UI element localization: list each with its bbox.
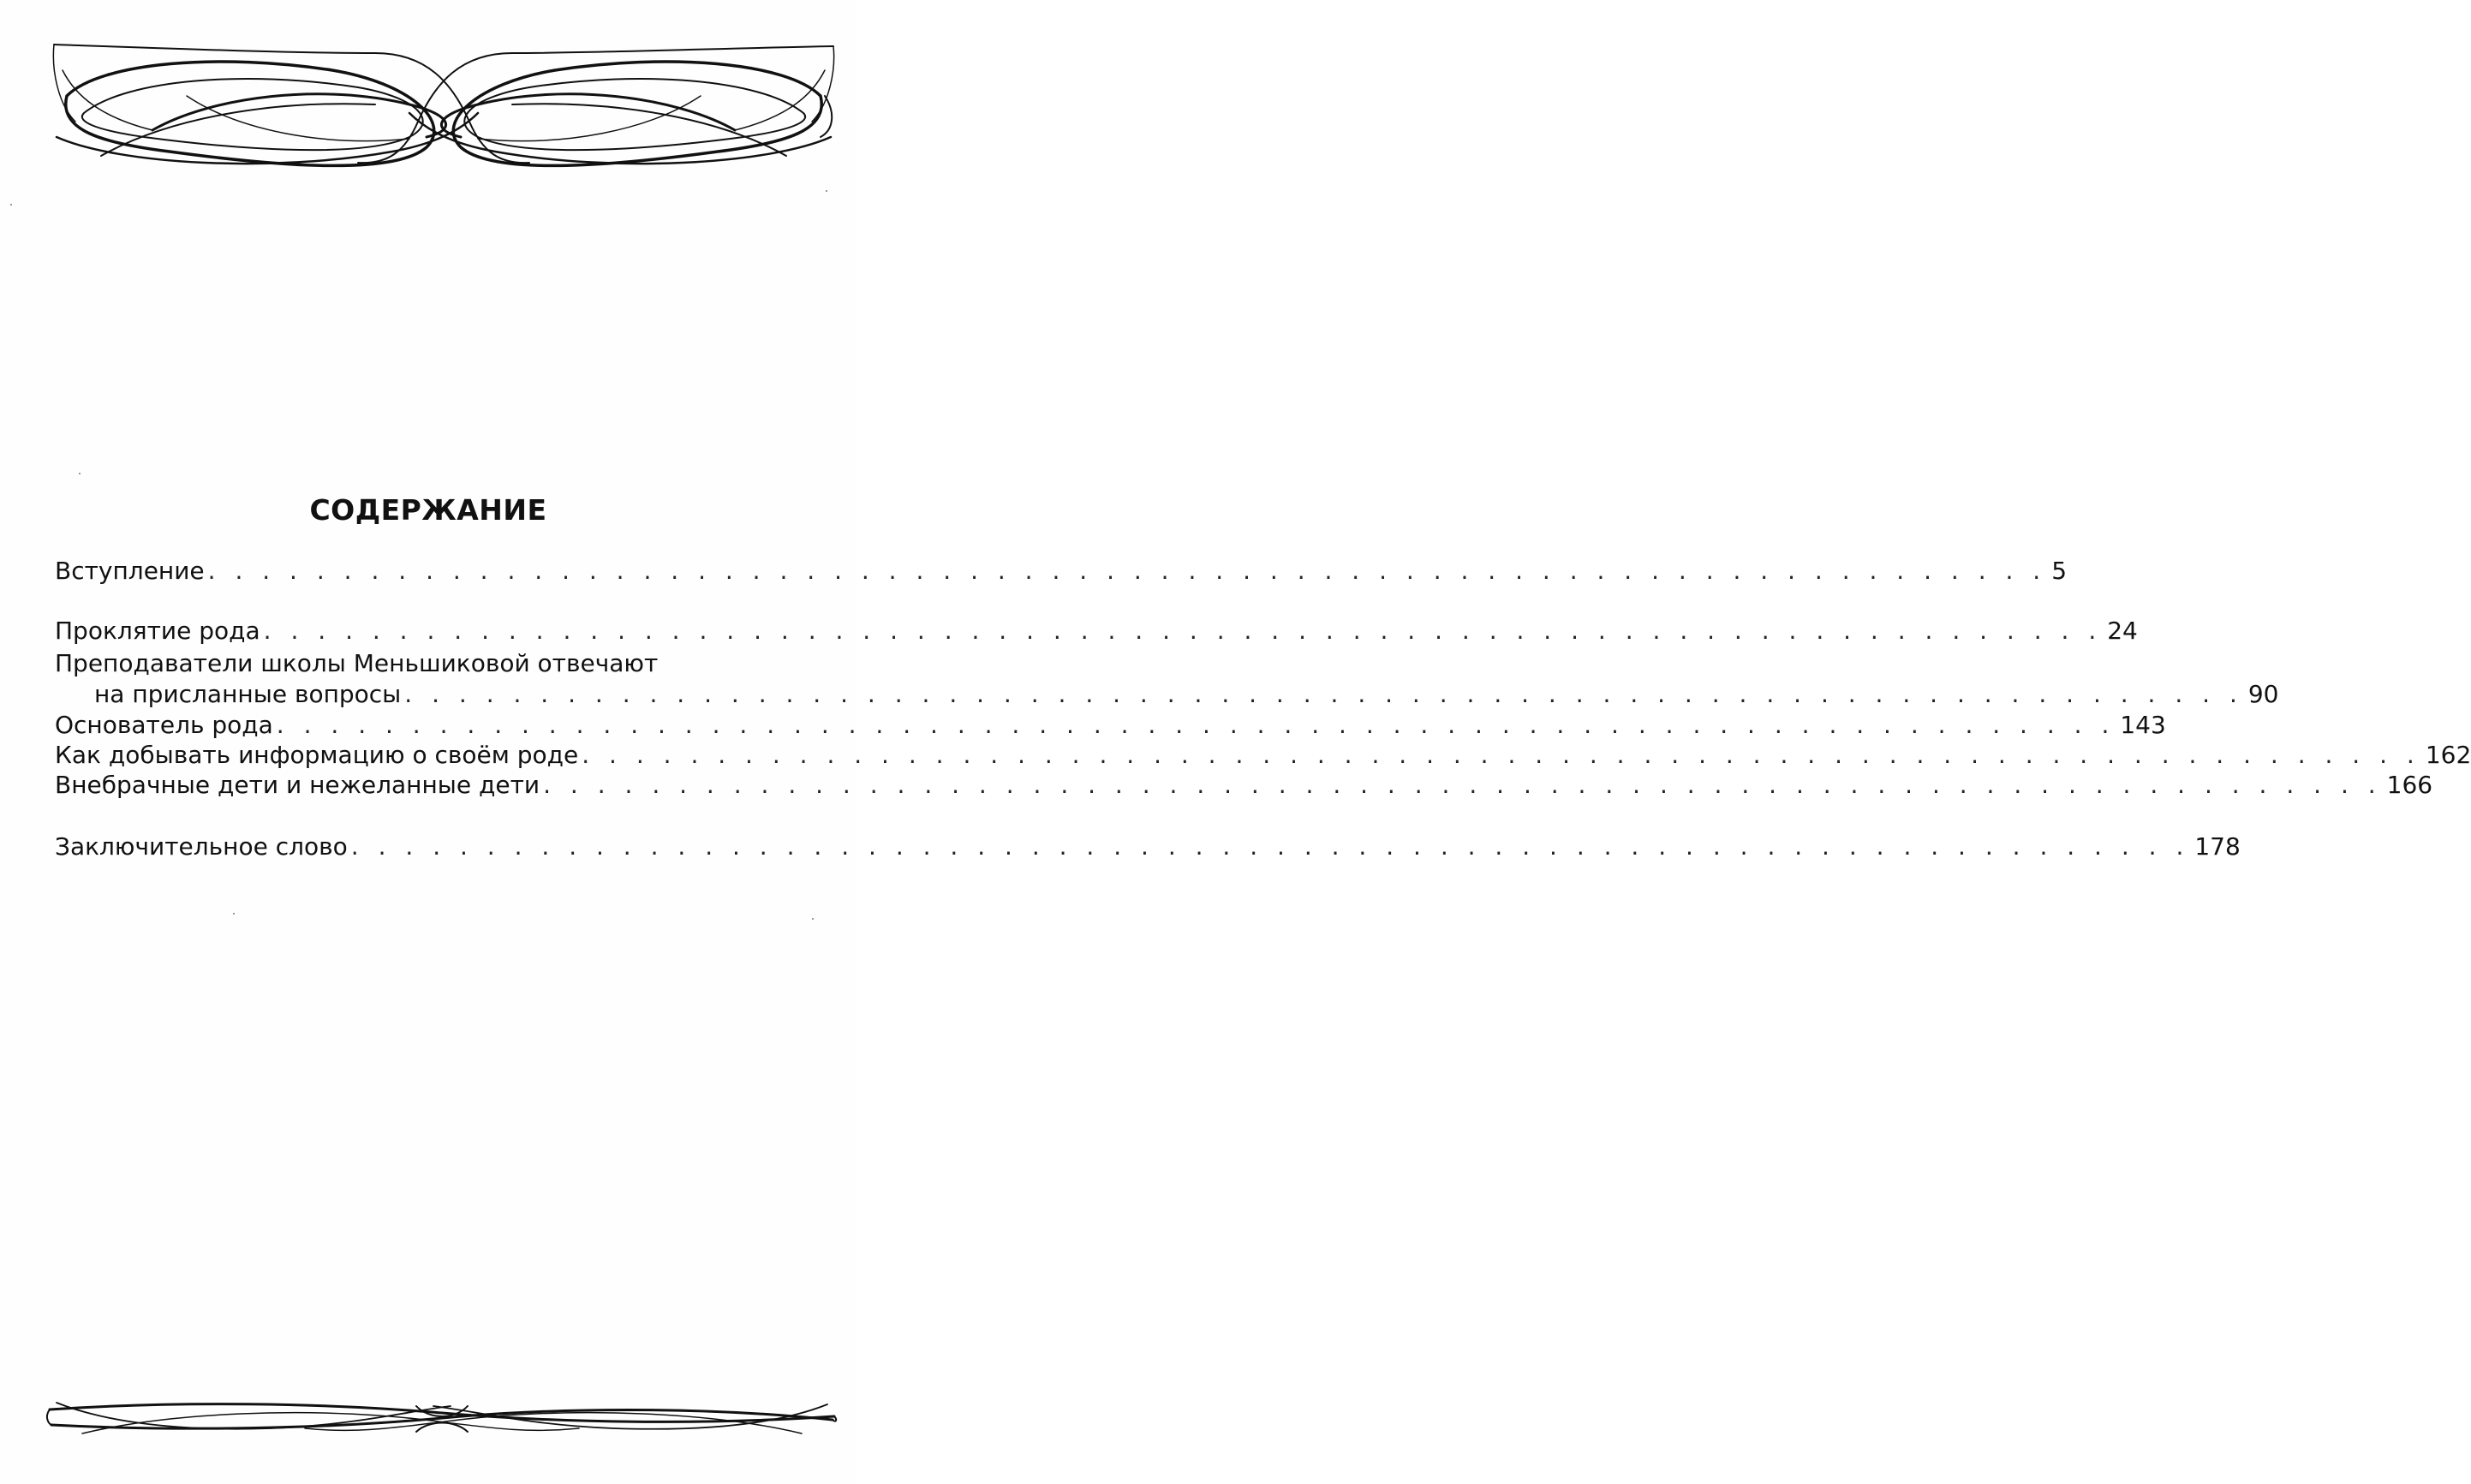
dot-leader: . . . . . . . . . . . . . . . . . . . . . . . . . . . . . . . . . . . . . . . . . . . . . . . . . . . . . . . . . . . . . . . . . . . . xyxy=(404,680,2243,708)
toc-entry-title-continuation: на присланные вопросы xyxy=(94,680,402,708)
toc-entry-title: Как добывать информацию о своём роде xyxy=(55,741,579,769)
toc-entry-title: Заключительное слово xyxy=(55,832,348,861)
bottom-flourish-ornament xyxy=(48,1394,836,1445)
scan-speck xyxy=(233,913,235,915)
dot-leader: . . . . . . . . . . . . . . . . . . . . . . . . . . . . . . . . . . . . . . . . . . . . . . . . . . . . . . . . . . . . . . . . . . . . xyxy=(582,741,2420,769)
toc-entry-page: 5 xyxy=(2051,557,2068,585)
toc-entry-page: 24 xyxy=(2107,617,2138,645)
toc-entry xyxy=(55,617,2138,646)
toc-entry-title: Внебрачные дети и нежеланные дети xyxy=(55,771,540,799)
toc-entry-page: 90 xyxy=(2247,680,2279,708)
toc-entry-title: Вступление xyxy=(55,557,205,585)
toc-entry xyxy=(55,741,2471,770)
scan-speck xyxy=(812,918,814,920)
toc-entry-title: Проклятие рода xyxy=(55,617,260,645)
dot-leader: . . . . . . . . . . . . . . . . . . . . . . . . . . . . . . . . . . . . . . . . . . . . . . . . . . . . . . . . . . . . . . . . . . . . xyxy=(207,557,2047,585)
dot-leader: . . . . . . . . . . . . . . . . . . . . . . . . . . . . . . . . . . . . . . . . . . . . . . . . . . . . . . . . . . . . . . . . . . . . xyxy=(543,771,2382,799)
scan-speck xyxy=(10,204,12,206)
toc-entry-title: Основатель рода xyxy=(55,711,273,739)
toc-entry xyxy=(55,711,2166,740)
toc-entry-page: 166 xyxy=(2386,771,2433,799)
dot-leader: . . . . . . . . . . . . . . . . . . . . . . . . . . . . . . . . . . . . . . . . . . . . . . . . . . . . . . . . . . . . . . . . . . . . xyxy=(263,617,2103,645)
toc-entry xyxy=(55,557,2068,586)
toc-entry xyxy=(55,649,2279,711)
toc-entry-page: 162 xyxy=(2425,741,2471,769)
dot-leader: . . . . . . . . . . . . . . . . . . . . . . . . . . . . . . . . . . . . . . . . . . . . . . . . . . . . . . . . . . . . . . . . . . . . xyxy=(276,711,2116,739)
toc-title: СОДЕРЖАНИЕ xyxy=(309,493,547,527)
toc-entry xyxy=(55,771,2433,800)
toc-entry-page: 178 xyxy=(2194,832,2241,861)
toc-entry-title: Преподаватели школы Меньшиковой отвечают xyxy=(55,649,659,677)
dot-leader: . . . . . . . . . . . . . . . . . . . . . . . . . . . . . . . . . . . . . . . . . . . . . . . . . . . . . . . . . . . . . . . . . . . . xyxy=(350,832,2190,861)
toc-entry-page: 143 xyxy=(2120,711,2166,739)
toc-entry xyxy=(55,832,2241,861)
top-flourish-ornament xyxy=(50,36,838,177)
scan-speck xyxy=(79,473,81,474)
scan-speck xyxy=(826,190,827,192)
